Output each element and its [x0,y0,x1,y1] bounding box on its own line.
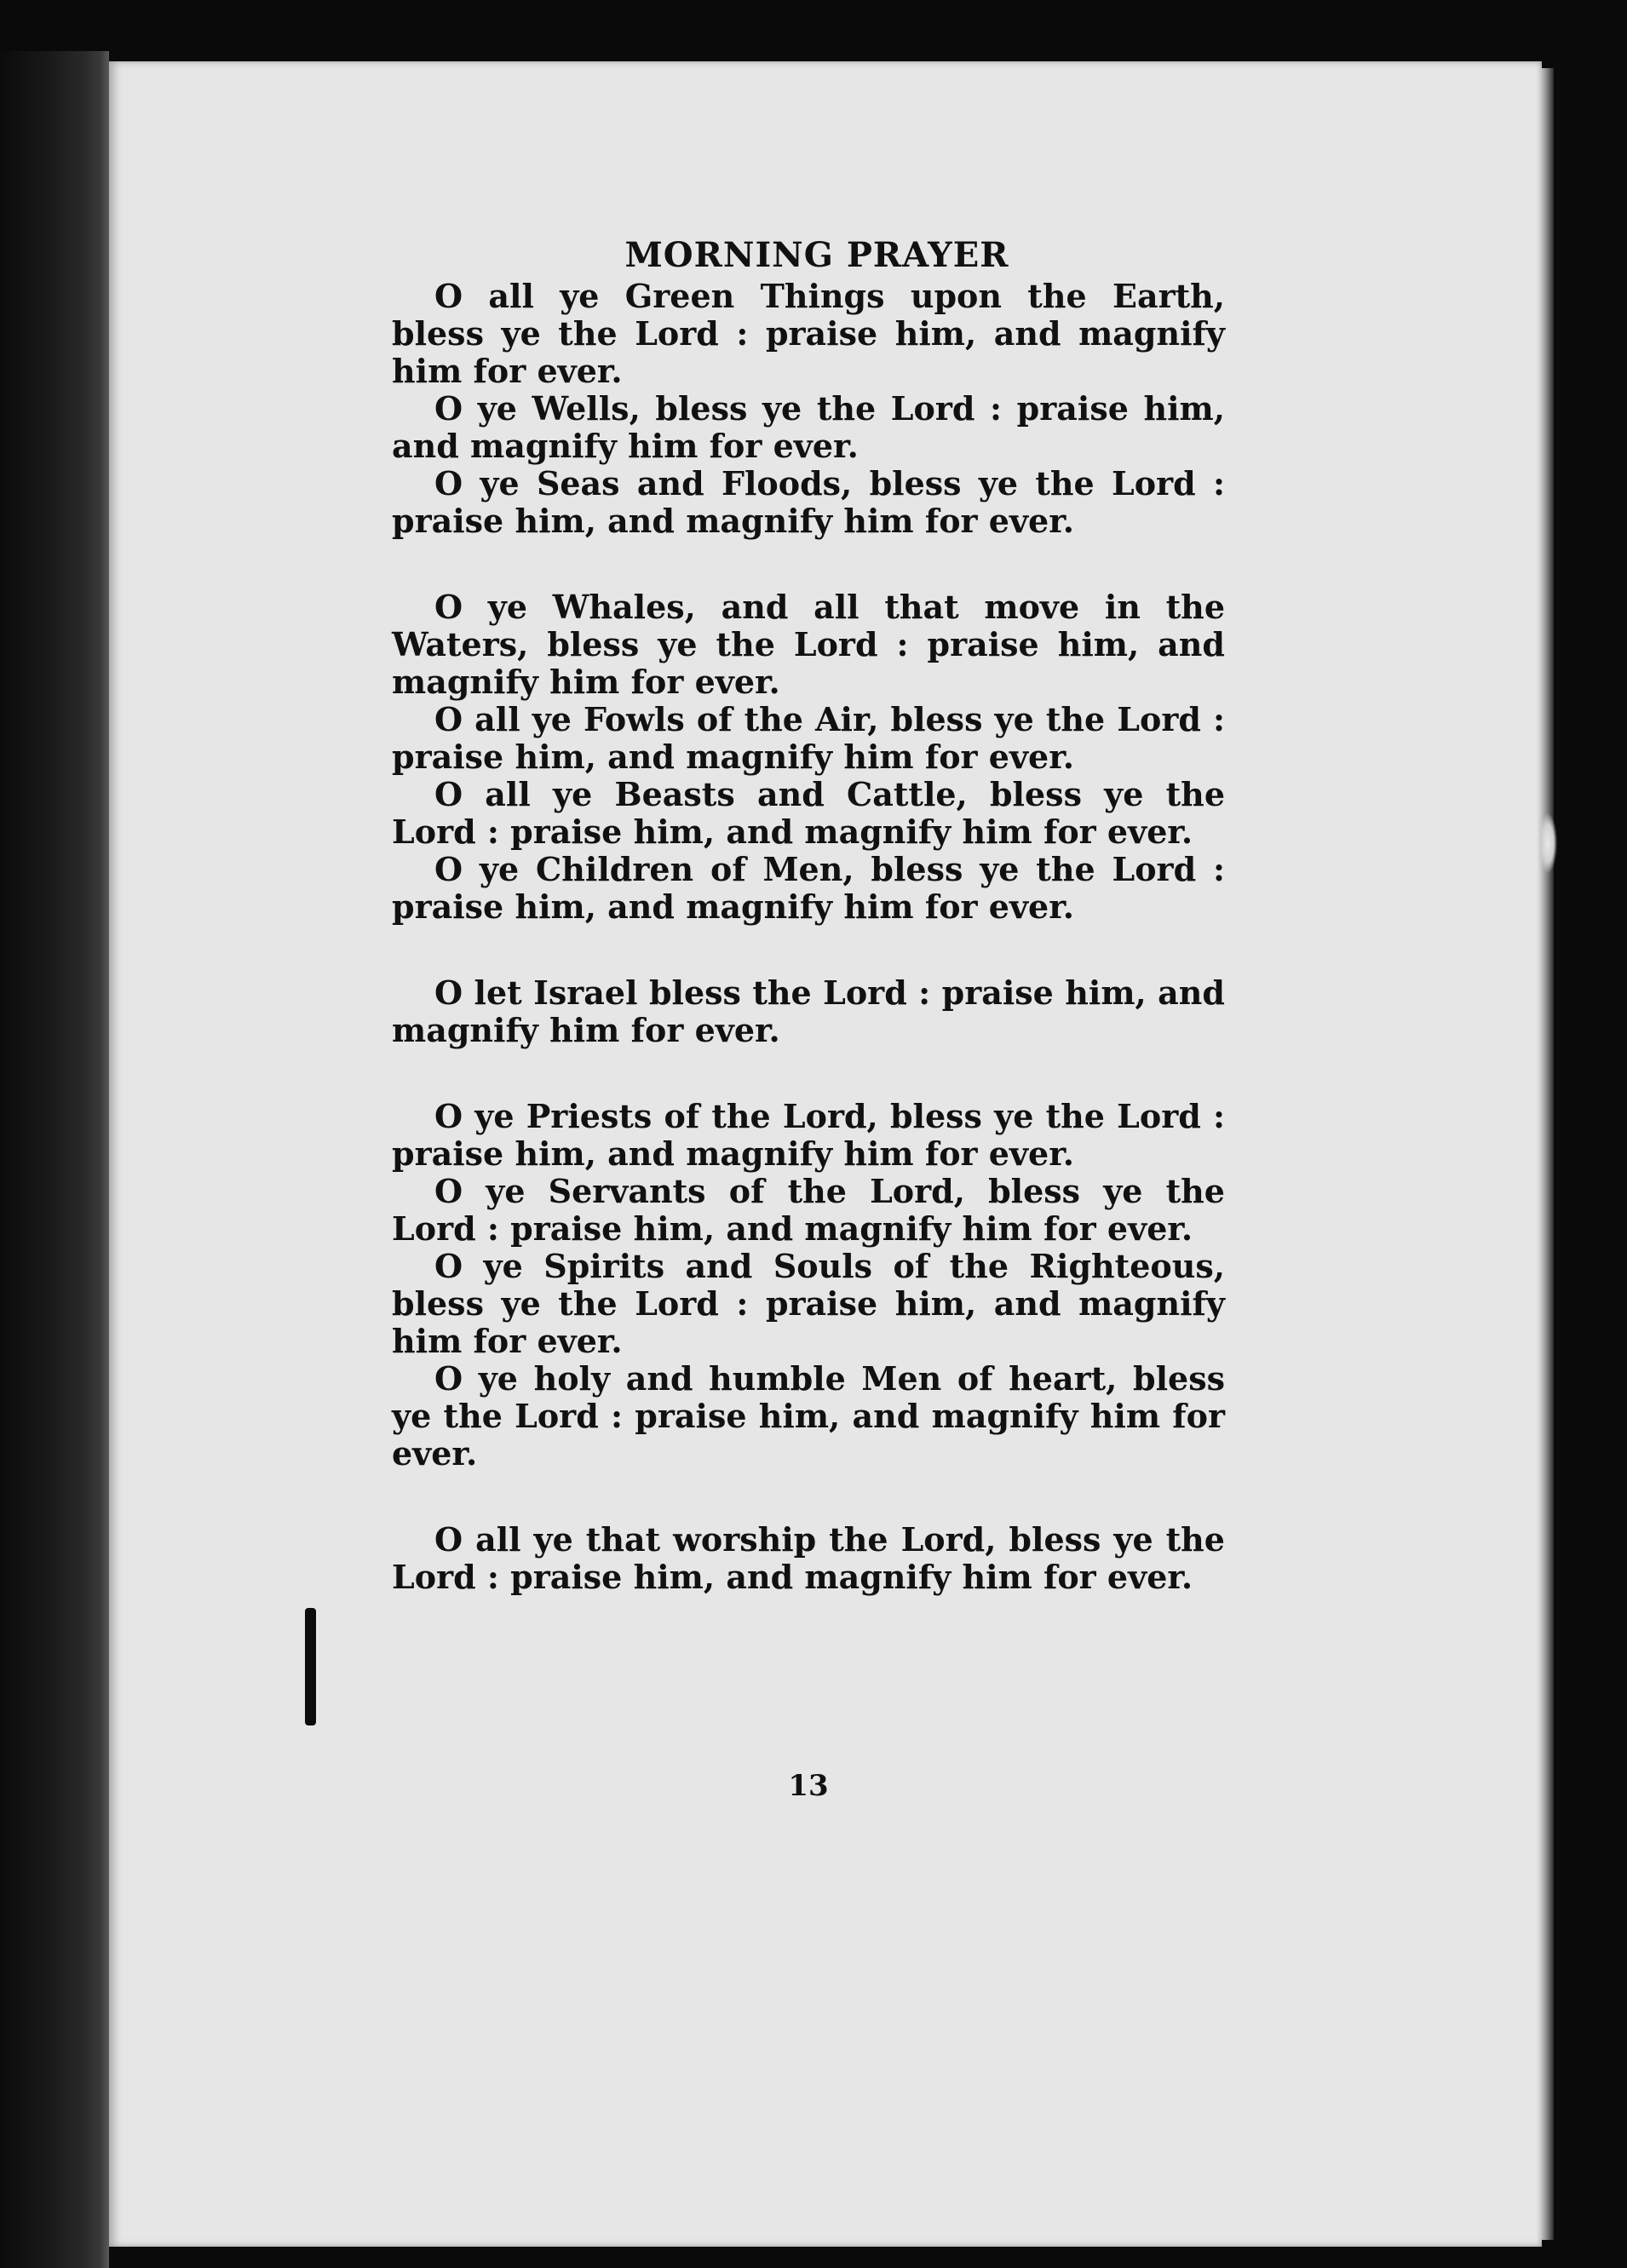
verse-group-4 [392,1098,1225,1473]
verse: O all ye that worship the Lord, bless ye the Lord : praise him, and magnify him for ever. [392,1520,1225,1596]
verse: O ye Servants of the Lord, bless ye the Lord : praise him, and magnify him for ever. [392,1172,1225,1248]
verse-group-1 [392,278,1225,540]
running-head: MORNING PRAYER [624,235,1009,275]
verse: O all ye Beasts and Cattle, bless ye the Lord : praise him, and magnify him for ever. [392,775,1225,851]
book-spine-shadow [0,51,109,2268]
verse: O ye Spirits and Souls of the Righteous, bless ye the Lord : praise him, and magnify him for ever. [392,1247,1225,1360]
verse: O ye Priests of the Lord, bless ye the Lord : praise him, and magnify him for ever. [392,1097,1225,1173]
verse: O all ye Fowls of the Air, bless ye the Lord : praise him, and magnify him for ever. [392,700,1225,776]
verse: O ye Wells, bless ye the Lord : praise him, and magnify him for ever. [392,389,1225,465]
verse: O let Israel bless the Lord : praise him, and magnify him for ever. [392,973,1225,1049]
verse: O ye holy and humble Men of heart, bless ye the Lord : praise him, and magnify him for ever. [392,1359,1225,1473]
verse-group-3 [392,974,1225,1049]
verse-group-2 [392,589,1225,926]
verse-group-5 [392,1521,1225,1596]
verse: O ye Whales, and all that move in the Waters, bless ye the Lord : praise him, and magnify him for ever. [392,588,1225,701]
page-edge-shadow [1542,68,1554,2240]
verse: O all ye Green Things upon the Earth, bless ye the Lord : praise him, and magnify him for ever. [392,277,1225,390]
verse: O ye Seas and Floods, bless ye the Lord : praise him, and magnify him for ever. [392,464,1225,540]
page-edge-mark [1538,813,1557,873]
page-number: 13 [788,1769,829,1803]
margin-bar-mark [305,1608,316,1725]
verse: O ye Children of Men, bless ye the Lord : praise him, and magnify him for ever. [392,850,1225,926]
page-content [392,235,1225,1645]
